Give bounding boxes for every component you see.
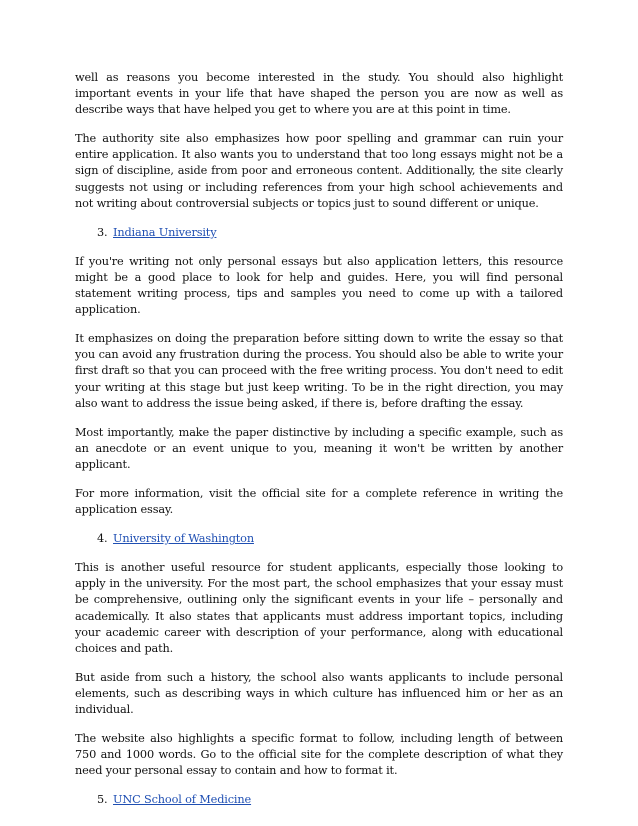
paragraph-useful-resource: This is another useful resource for student applicants, especially those looking to apply in the university. For the most part, the school emphasizes that your essay must be comprehensive, outlining only the significant events in your life – personally and academically. It also states that applicants must address important topics, including your academic career with description of your performance, along with educational choices and path. (75, 561, 563, 655)
paragraph-preparation: It emphasizes on doing the preparation before sitting down to write the essay so that you can avoid any frustration during the process. You should also be able to write your first draft so that you can proceed with the free writing process. You don't need to edit your writing at this stage but just keep writing. To be in the right direction, you may also want to address the issue being asked, if there is, before drafting the essay. (75, 332, 563, 410)
paragraph-format: The website also highlights a specific format to follow, including length of between 750 and 1000 words. Go to the official site for the complete description of what they need your personal essay to contain and how to format it. (75, 732, 563, 778)
paragraph-application-letters: If you're writing not only personal essays but also application letters, this resource might be a good place to look for help and guides. Here, you will find personal statement writing process, tips and samples you need to come up with a tailored application. (75, 254, 563, 317)
paragraph-reasons: well as reasons you become interested in the study. You should also highlight important events in your life that have shaped the person you are now as well as describe ways that have helped you get to where you are at this point in time. (75, 71, 563, 117)
list-number: 4. (97, 532, 108, 546)
unc-school-of-medicine-link[interactable]: UNC School of Medicine (113, 793, 252, 807)
list-number: 5. (97, 793, 108, 807)
list-item-unc-school-of-medicine (75, 792, 563, 808)
list-item-indiana-university (75, 225, 563, 241)
list-item-university-of-washington (75, 531, 563, 547)
indiana-university-link[interactable]: Indiana University (113, 225, 217, 239)
list-number: 3. (97, 225, 108, 239)
university-of-washington-link[interactable]: University of Washington (113, 532, 254, 546)
document-page (75, 70, 563, 821)
paragraph-personal-elements: But aside from such a history, the school also wants applicants to include personal elements, such as describing ways in which culture has influenced him or her as an individual. (75, 670, 563, 716)
paragraph-spelling-grammar: The authority site also emphasizes how poor spelling and grammar can ruin your entire application. It also wants you to understand that too long essays might not be a sign of discipline, aside from poor and erroneous content. Additionally, the site clearly suggests not using or including references from your high school achievements and not writing about controversial subjects or topics just to sound different or unique. (75, 132, 563, 210)
paragraph-distinctive: Most importantly, make the paper distinctive by including a specific example, such as an anecdote or an event unique to you, meaning it won't be written by another applicant. (75, 425, 563, 471)
paragraph-more-information: For more information, visit the official site for a complete reference in writing the application essay. (75, 486, 563, 517)
